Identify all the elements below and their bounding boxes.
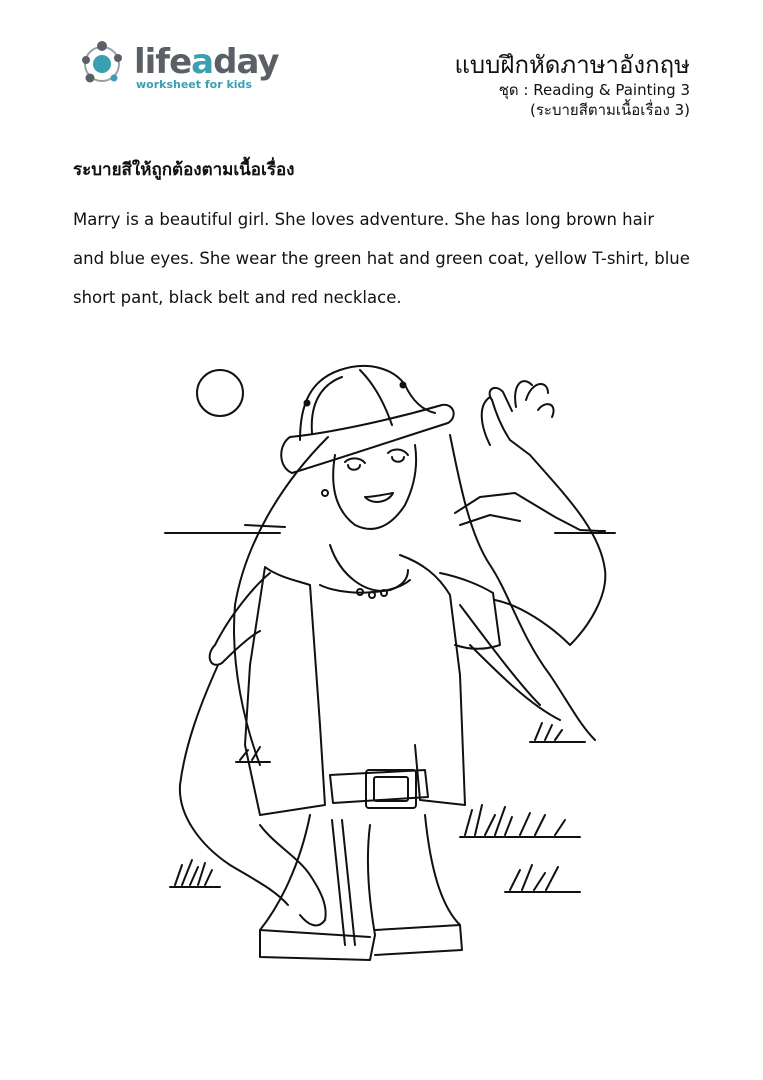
coloring-illustration <box>160 345 620 995</box>
logo-wordmark: lifeaday <box>134 42 279 82</box>
arm-raised <box>492 400 605 645</box>
worksheet-subtitle: (ระบายสีตามเนื้อเรื่อง 3) <box>530 101 690 119</box>
logo-tagline: worksheet for kids <box>136 78 252 91</box>
worksheet-series: ชุด : Reading & Painting 3 <box>498 81 690 99</box>
mouth <box>365 493 393 502</box>
story-line: and blue eyes. She wear the green hat and green coat, yellow T-shirt, blue <box>73 249 690 268</box>
t-shirt <box>210 573 270 665</box>
worksheet-header <box>454 50 690 120</box>
story-line: short pant, black belt and red necklace. <box>73 288 402 307</box>
eye-right <box>388 449 408 461</box>
necklace <box>330 545 408 591</box>
belt <box>330 770 428 803</box>
instruction-text: ระบายสีให้ถูกต้องตามเนื้อเรื่อง <box>73 160 295 180</box>
molecule-dots-icon <box>80 38 136 94</box>
safari-hat <box>281 405 453 473</box>
sun-icon <box>197 370 243 416</box>
grass-tufts <box>170 860 220 887</box>
eye-left <box>345 458 365 469</box>
horizon-line <box>165 525 285 533</box>
story-line: Marry is a beautiful girl. She loves adventure. She has long brown hair <box>73 210 655 229</box>
hair <box>234 437 328 765</box>
lifeaday-logo <box>80 38 280 98</box>
story-paragraph <box>73 200 698 317</box>
worksheet-title: แบบฝึกหัดภาษาอังกฤษ <box>454 51 690 79</box>
vest <box>245 567 325 815</box>
